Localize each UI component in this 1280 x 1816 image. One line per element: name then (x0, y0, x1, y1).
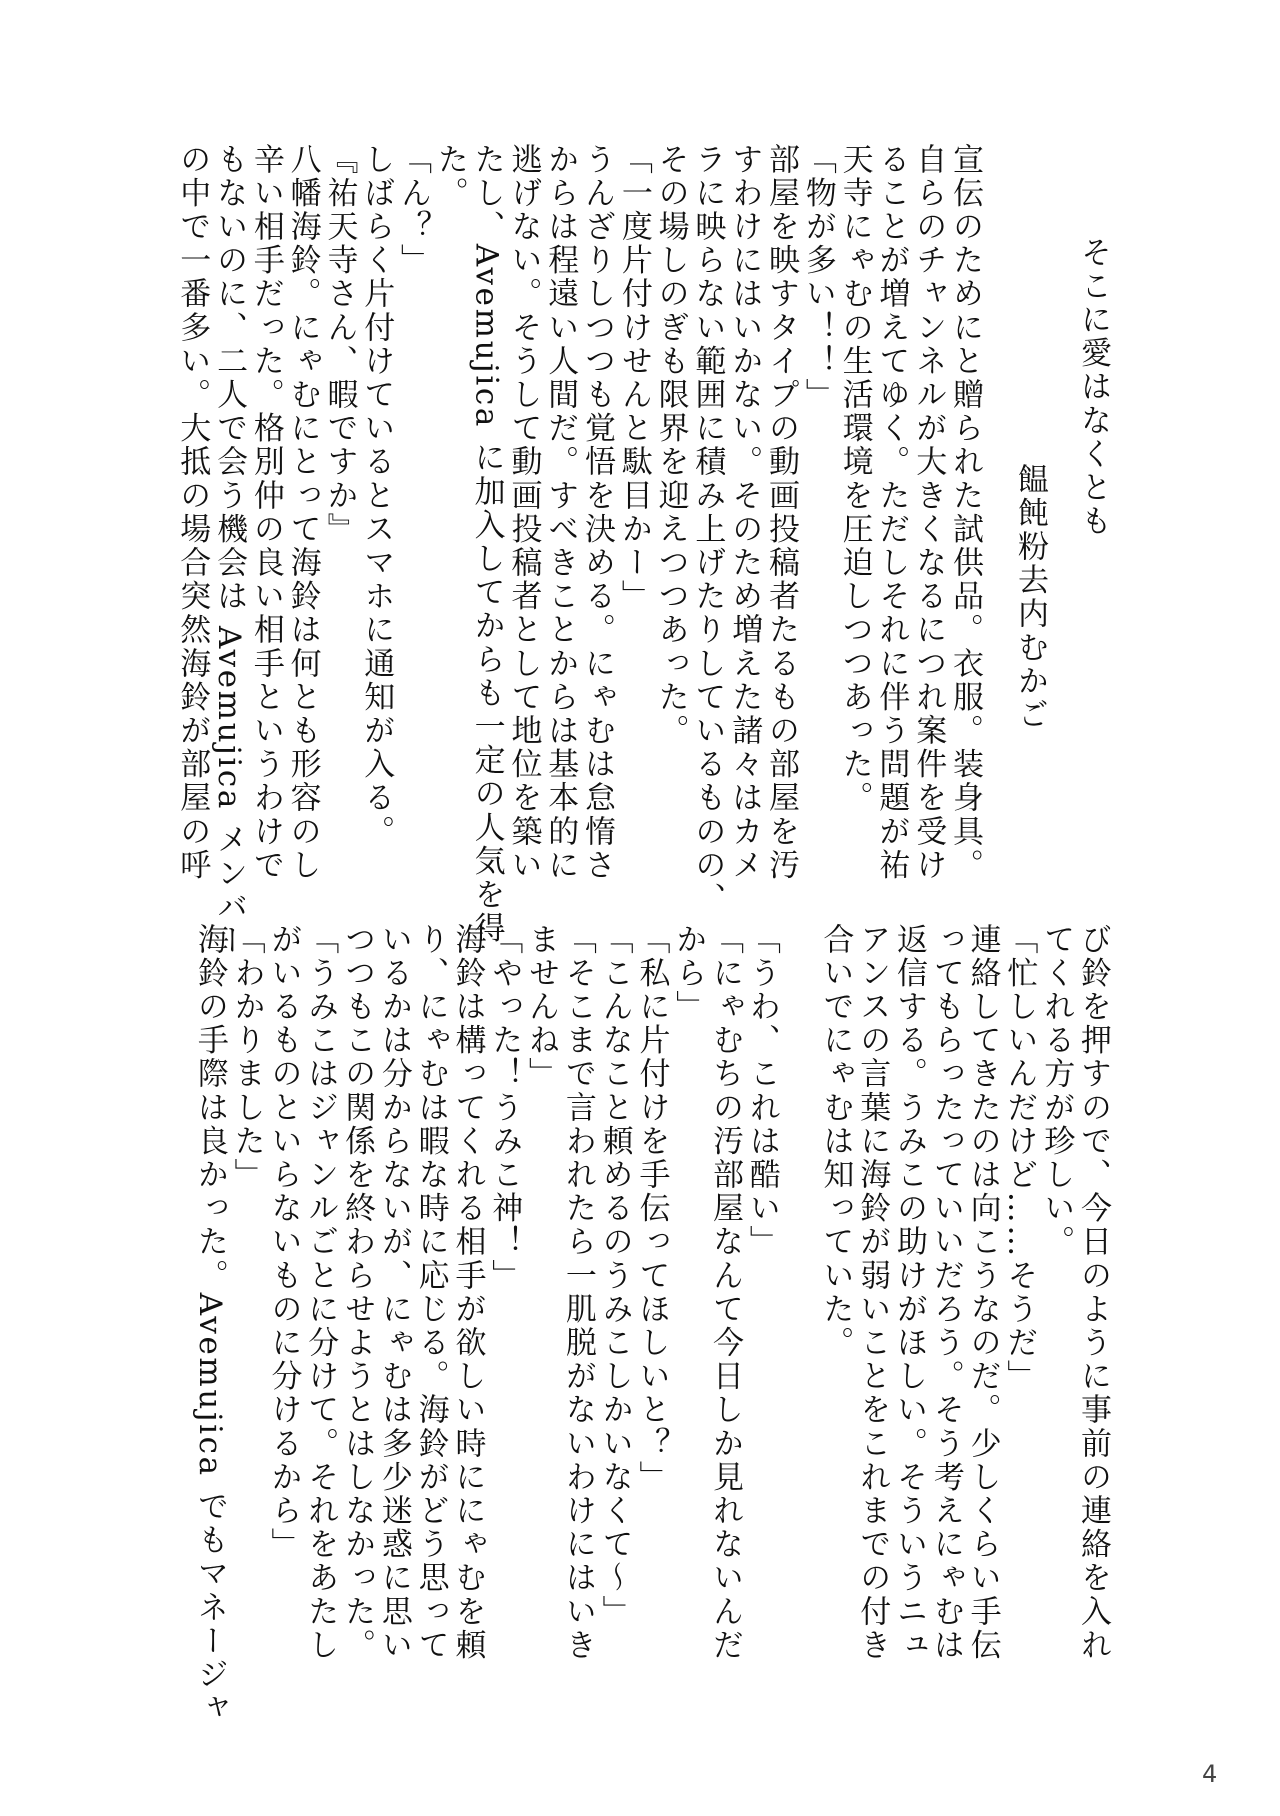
text-line: 合いでにゃむは知っていた。 (817, 923, 854, 1360)
text-line: 「にゃむちの汚部屋なんて今日しか見れないんだ (707, 923, 744, 1663)
text-line: 連絡してきたのは向こうなのだ。少しくらい手伝 (964, 923, 1001, 1663)
text-line: ることが増えてゆく。ただしそれに伴う問題が祐 (873, 143, 910, 883)
text-line: の中で一番多い。大抵の場合突然海鈴が部屋の呼 (174, 143, 211, 883)
text-line: からは程遠い人間だ。すべきことからは基本的に (542, 143, 579, 883)
text-line: たし、Avemujica に加入してからも一定の人気を得 (468, 143, 505, 946)
text-line: 海鈴の手際は良かった。Avemujica でもマネージャ (191, 923, 228, 1726)
text-line: アンスの言葉に海鈴が弱いことをこれまでの付き (854, 923, 891, 1663)
text-line: 「うわ、これは酷い」 (743, 923, 780, 1259)
text-line: 「忙しいんだけど……そうだ」 (1001, 923, 1038, 1394)
blank-line (780, 923, 817, 1683)
text-line: 八幡海鈴。にゃむにとって海鈴は何とも形容のし (284, 143, 321, 883)
text-line: もないのに、二人で会う機会は Avemujica メンバー (211, 143, 248, 958)
text-line: ラに映らない範囲に積み上げたりしているものの、 (689, 143, 726, 916)
bottom-text-block (191, 923, 1111, 1726)
text-line: 辛い相手だった。格別仲の良い相手というわけで (247, 143, 284, 883)
title-text: そこに愛はなくとも (1075, 236, 1111, 539)
author-text: 饂飩粉去内むかご (1012, 463, 1048, 732)
text-line: 返信する。うみこの助けがほしい。そういうニュ (891, 923, 928, 1663)
text-line: しばらく片付けているとスマホに通知が入る。 (358, 143, 395, 849)
text-line: てくれる方が珍しい。 (1038, 923, 1075, 1259)
text-line: 「そこまで言われたら一肌脱がないわけにはいき (559, 923, 596, 1663)
text-line: 天寺にゃむの生活環境を圧迫しつつあった。 (836, 143, 873, 815)
top-text-block (173, 143, 983, 958)
text-line: 逃げない。そうして動画投稿者として地位を築い (505, 143, 542, 883)
text-line: すわけにはいかない。そのため増えた諸々はカメ (726, 143, 763, 883)
text-line: つつもこの関係を終わらせようとはしなかった。 (339, 923, 376, 1663)
text-line: その場しのぎも限界を迎えつつあった。 (652, 143, 689, 748)
text-line: ってもらったっていいだろう。そう考えにゃむは (927, 923, 964, 1663)
text-line: 「うみこはジャンルごとに分けて。それをあたし (302, 923, 339, 1663)
text-line: り、にゃむは暇な時に応じる。海鈴がどう思って (412, 923, 449, 1663)
text-line: た。 (431, 143, 468, 211)
author-name (1011, 463, 1048, 763)
text-line: 部屋を映すタイプの動画投稿者たるもの部屋を汚 (763, 143, 800, 883)
text-line: 「やった！うみこ神！」 (486, 923, 523, 1293)
text-line: から」 (670, 923, 707, 1024)
text-line: うんざりしつつも覚悟を決める。にゃむは怠惰さ (579, 143, 616, 883)
text-line: 海鈴は構ってくれる相手が欲しい時ににゃむを頼 (449, 923, 486, 1663)
text-line: び鈴を押すので、今日のように事前の連絡を入れ (1075, 923, 1111, 1663)
text-line: 「わかりました」 (228, 923, 265, 1192)
text-line: いるかは分からないが、にゃむは多少迷惑に思い (375, 923, 412, 1663)
story-title (1074, 236, 1111, 539)
text-line: 『祐天寺さん、暇ですか』 (321, 143, 358, 547)
text-line: 「ん？」 (395, 143, 432, 278)
text-line: 自らのチャンネルが大きくなるにつれ案件を受け (910, 143, 947, 883)
text-line: 「一度片付けせんと駄目かー」 (615, 143, 652, 614)
text-line: 「私に片付けを手伝ってほしいと？」 (633, 923, 670, 1495)
text-line: がいるものといらないものに分けるから」 (265, 923, 302, 1562)
text-line: 「物が多い！！」 (799, 143, 836, 412)
text-line: 「こんなこと頼めるのうみこしかいなくて〜」 (596, 923, 633, 1629)
text-line: ませんね」 (523, 923, 560, 1091)
page-number: 4 (1202, 1760, 1218, 1788)
text-line: 宣伝のためにと贈られた試供品。衣服。装身具。 (947, 143, 983, 883)
